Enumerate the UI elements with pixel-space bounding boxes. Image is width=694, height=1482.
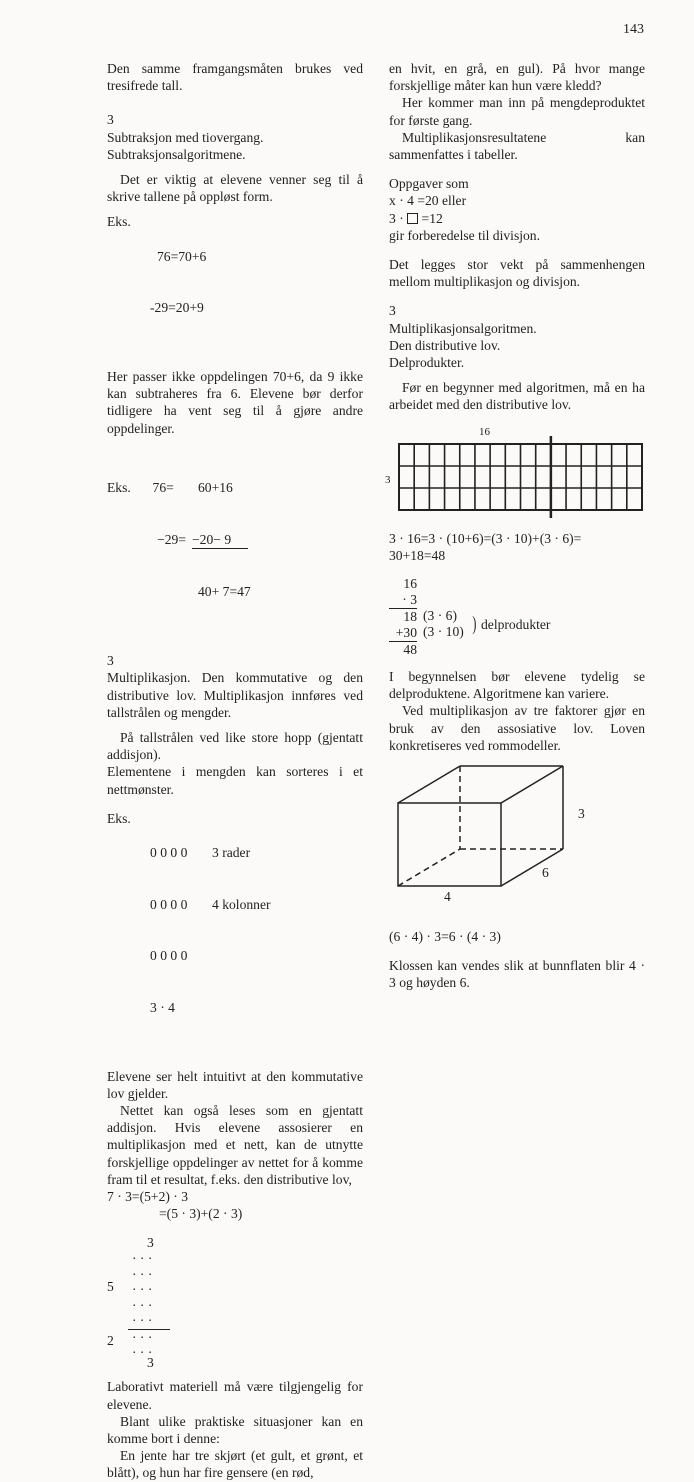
section-title: Multiplikasjonsalgoritmen.: [389, 320, 537, 336]
grid-row: 0 0 0 0: [150, 948, 188, 964]
section-number: 3: [389, 303, 396, 319]
dots-row: · · ·: [132, 1266, 153, 1282]
blank-box: [407, 213, 418, 224]
paragraph: Multiplikasjonsresultatene kan sammenfattes i tabeller.: [389, 129, 645, 163]
equation: =(5 · 3)+(2 · 3): [159, 1206, 243, 1222]
example-label: Eks.: [107, 480, 131, 496]
example-1: [107, 213, 363, 351]
dots-row: · · ·: [132, 1251, 153, 1267]
example-line: -29=20+9: [150, 300, 204, 316]
box-figure: [389, 766, 645, 916]
example-label: Eks.: [107, 214, 131, 230]
algorithm-line: · 3: [389, 592, 417, 609]
example-grid: [107, 810, 363, 1051]
algorithm-line: +30: [389, 625, 417, 642]
section-title: Subtraksjonsalgoritmene.: [107, 146, 246, 162]
paragraph: Den samme framgangsmåten brukes ved tresifrede tall.: [107, 61, 363, 94]
brace: ): [472, 613, 477, 636]
algorithm-line: 18: [403, 609, 417, 625]
example-line: 76=70+6: [157, 248, 207, 264]
paragraph: Blant ulike praktiske situasjoner kan en komme bort i denne:: [107, 1413, 363, 1446]
grid-note: 3 rader: [212, 845, 251, 861]
dots-figure: [107, 1234, 363, 1370]
grid-row: 0 0 0 0: [150, 896, 188, 912]
example-line: −29=: [157, 531, 186, 547]
equation-part: 3 ·: [389, 210, 404, 226]
paragraph: Oppgaver som: [389, 176, 469, 192]
example-line: 76=: [152, 480, 174, 496]
section-title: Subtraksjon med tiovergang.: [107, 129, 264, 145]
paragraph: Ved multiplikasjon av tre faktorer gjør en bruk av den assosiative lov. Loven konkretiseres ved rommodeller.: [389, 703, 645, 753]
algorithm: [389, 576, 645, 656]
example-2: [107, 445, 363, 635]
equation: 30+18=48: [389, 547, 446, 563]
box-label: 4: [444, 889, 451, 905]
page-number: 143: [623, 22, 644, 37]
section-title: Multiplikasjon. Den kommutative og den distributive lov. Multiplikasjon innføres ved tallstrålen og mengder.: [107, 670, 363, 720]
right-column: [385, 60, 645, 992]
paragraph: I begynnelsen bør elevene tydelig se delproduktene. Algoritmene kan variere.: [389, 669, 645, 702]
dots-row: · · ·: [132, 1297, 153, 1313]
paragraph: Her passer ikke oppdelingen 70+6, da 9 ikke kan subtraheres fra 6. Elevene bør derfor tidligere ha vent seg til å gjøre andre oppdelinger.: [107, 369, 363, 436]
dots-row: · · ·: [132, 1345, 153, 1361]
paragraph: Her kommer man inn på mengdeproduktet for første gang.: [389, 95, 645, 128]
dots-label: 3: [147, 1355, 154, 1371]
box-label: 6: [542, 865, 549, 881]
grid-note: 4 kolonner: [212, 896, 271, 912]
equation: [389, 210, 645, 227]
dots-row: · · ·: [132, 1313, 153, 1329]
example-label: Eks.: [107, 810, 131, 826]
left-column: [107, 60, 363, 1482]
grid-figure: [385, 425, 645, 518]
dots-row: · · ·: [128, 1329, 170, 1346]
dots-row: · · ·: [132, 1282, 153, 1298]
paragraph: Det er viktig at elevene venner seg til å skrive tallene på oppløst form.: [107, 172, 363, 205]
figure-label: 3: [385, 473, 391, 486]
dots-label: 3: [147, 1235, 154, 1251]
paragraph: gir forberedelse til divisjon.: [389, 227, 541, 243]
grid-row: 0 0 0 0: [150, 845, 188, 861]
grid-row: 3 · 4: [150, 999, 175, 1015]
section-number: 3: [107, 653, 114, 669]
paragraph: På tallstrålen ved like store hopp (gjentatt addisjon).: [107, 729, 363, 763]
paragraph: Nettet kan også leses som en gjentatt addisjon. Hvis elevene assosierer en multiplikasjon med et nett, kan de utnytte forskjellige oppdelinger av nettet for å komme fram til et resultat, f.eks. den distributive lov,: [107, 1102, 363, 1187]
section-title: Den distributive lov.: [389, 337, 501, 353]
dots-label: 2: [107, 1333, 114, 1349]
equation: x · 4 =20 eller: [389, 193, 467, 209]
equation: (6 · 4) · 3=6 · (4 · 3): [389, 929, 501, 945]
algorithm-note: (3 · 6): [423, 608, 457, 624]
paragraph: En jente har tre skjørt (et gult, et grønt, et blått), og hun har fire gensere (en rød,: [107, 1448, 363, 1481]
figure-label: 16: [479, 425, 490, 438]
section-title: Delprodukter.: [389, 355, 465, 371]
box-label: 3: [578, 806, 585, 822]
equation: 3 · 16=3 · (10+6)=(3 · 10)+(3 · 6)=: [389, 530, 582, 546]
algorithm-result: 48: [403, 642, 417, 658]
equation-part: =12: [421, 210, 443, 226]
box-drawing: [389, 766, 645, 916]
dots-label: 5: [107, 1279, 114, 1295]
equation: 7 · 3=(5+2) · 3: [107, 1188, 189, 1204]
paragraph: en hvit, en grå, en gul). På hvor mange forskjellige måter kan hun være kledd?: [389, 61, 645, 94]
algorithm-label: delprodukter: [481, 617, 551, 633]
algorithm-note: (3 · 10): [423, 624, 464, 640]
algorithm-line: 16: [403, 576, 417, 592]
paragraph: Klossen kan vendes slik at bunnflaten blir 4 · 3 og høyden 6.: [389, 958, 645, 991]
example-line: −20− 9: [192, 531, 248, 549]
paragraph: Det legges stor vekt på sammenhengen mellom multiplikasjon og divisjon.: [389, 257, 645, 290]
rectangle-grid: [389, 440, 645, 520]
example-result: 40+ 7=47: [198, 584, 251, 600]
dots-array: [132, 1251, 170, 1361]
paragraph: Elevene ser helt intuitivt at den kommutative lov gjelder.: [107, 1068, 363, 1101]
paragraph: Elementene i mengden kan sorteres i et nettmønster.: [107, 764, 363, 797]
paragraph: Før en begynner med algoritmen, må en ha arbeidet med den distributive lov.: [389, 380, 645, 413]
example-line: 60+16: [198, 480, 233, 496]
section-number: 3: [107, 112, 114, 128]
paragraph: Laborativt materiell må være tilgjengelig for elevene.: [107, 1379, 363, 1412]
